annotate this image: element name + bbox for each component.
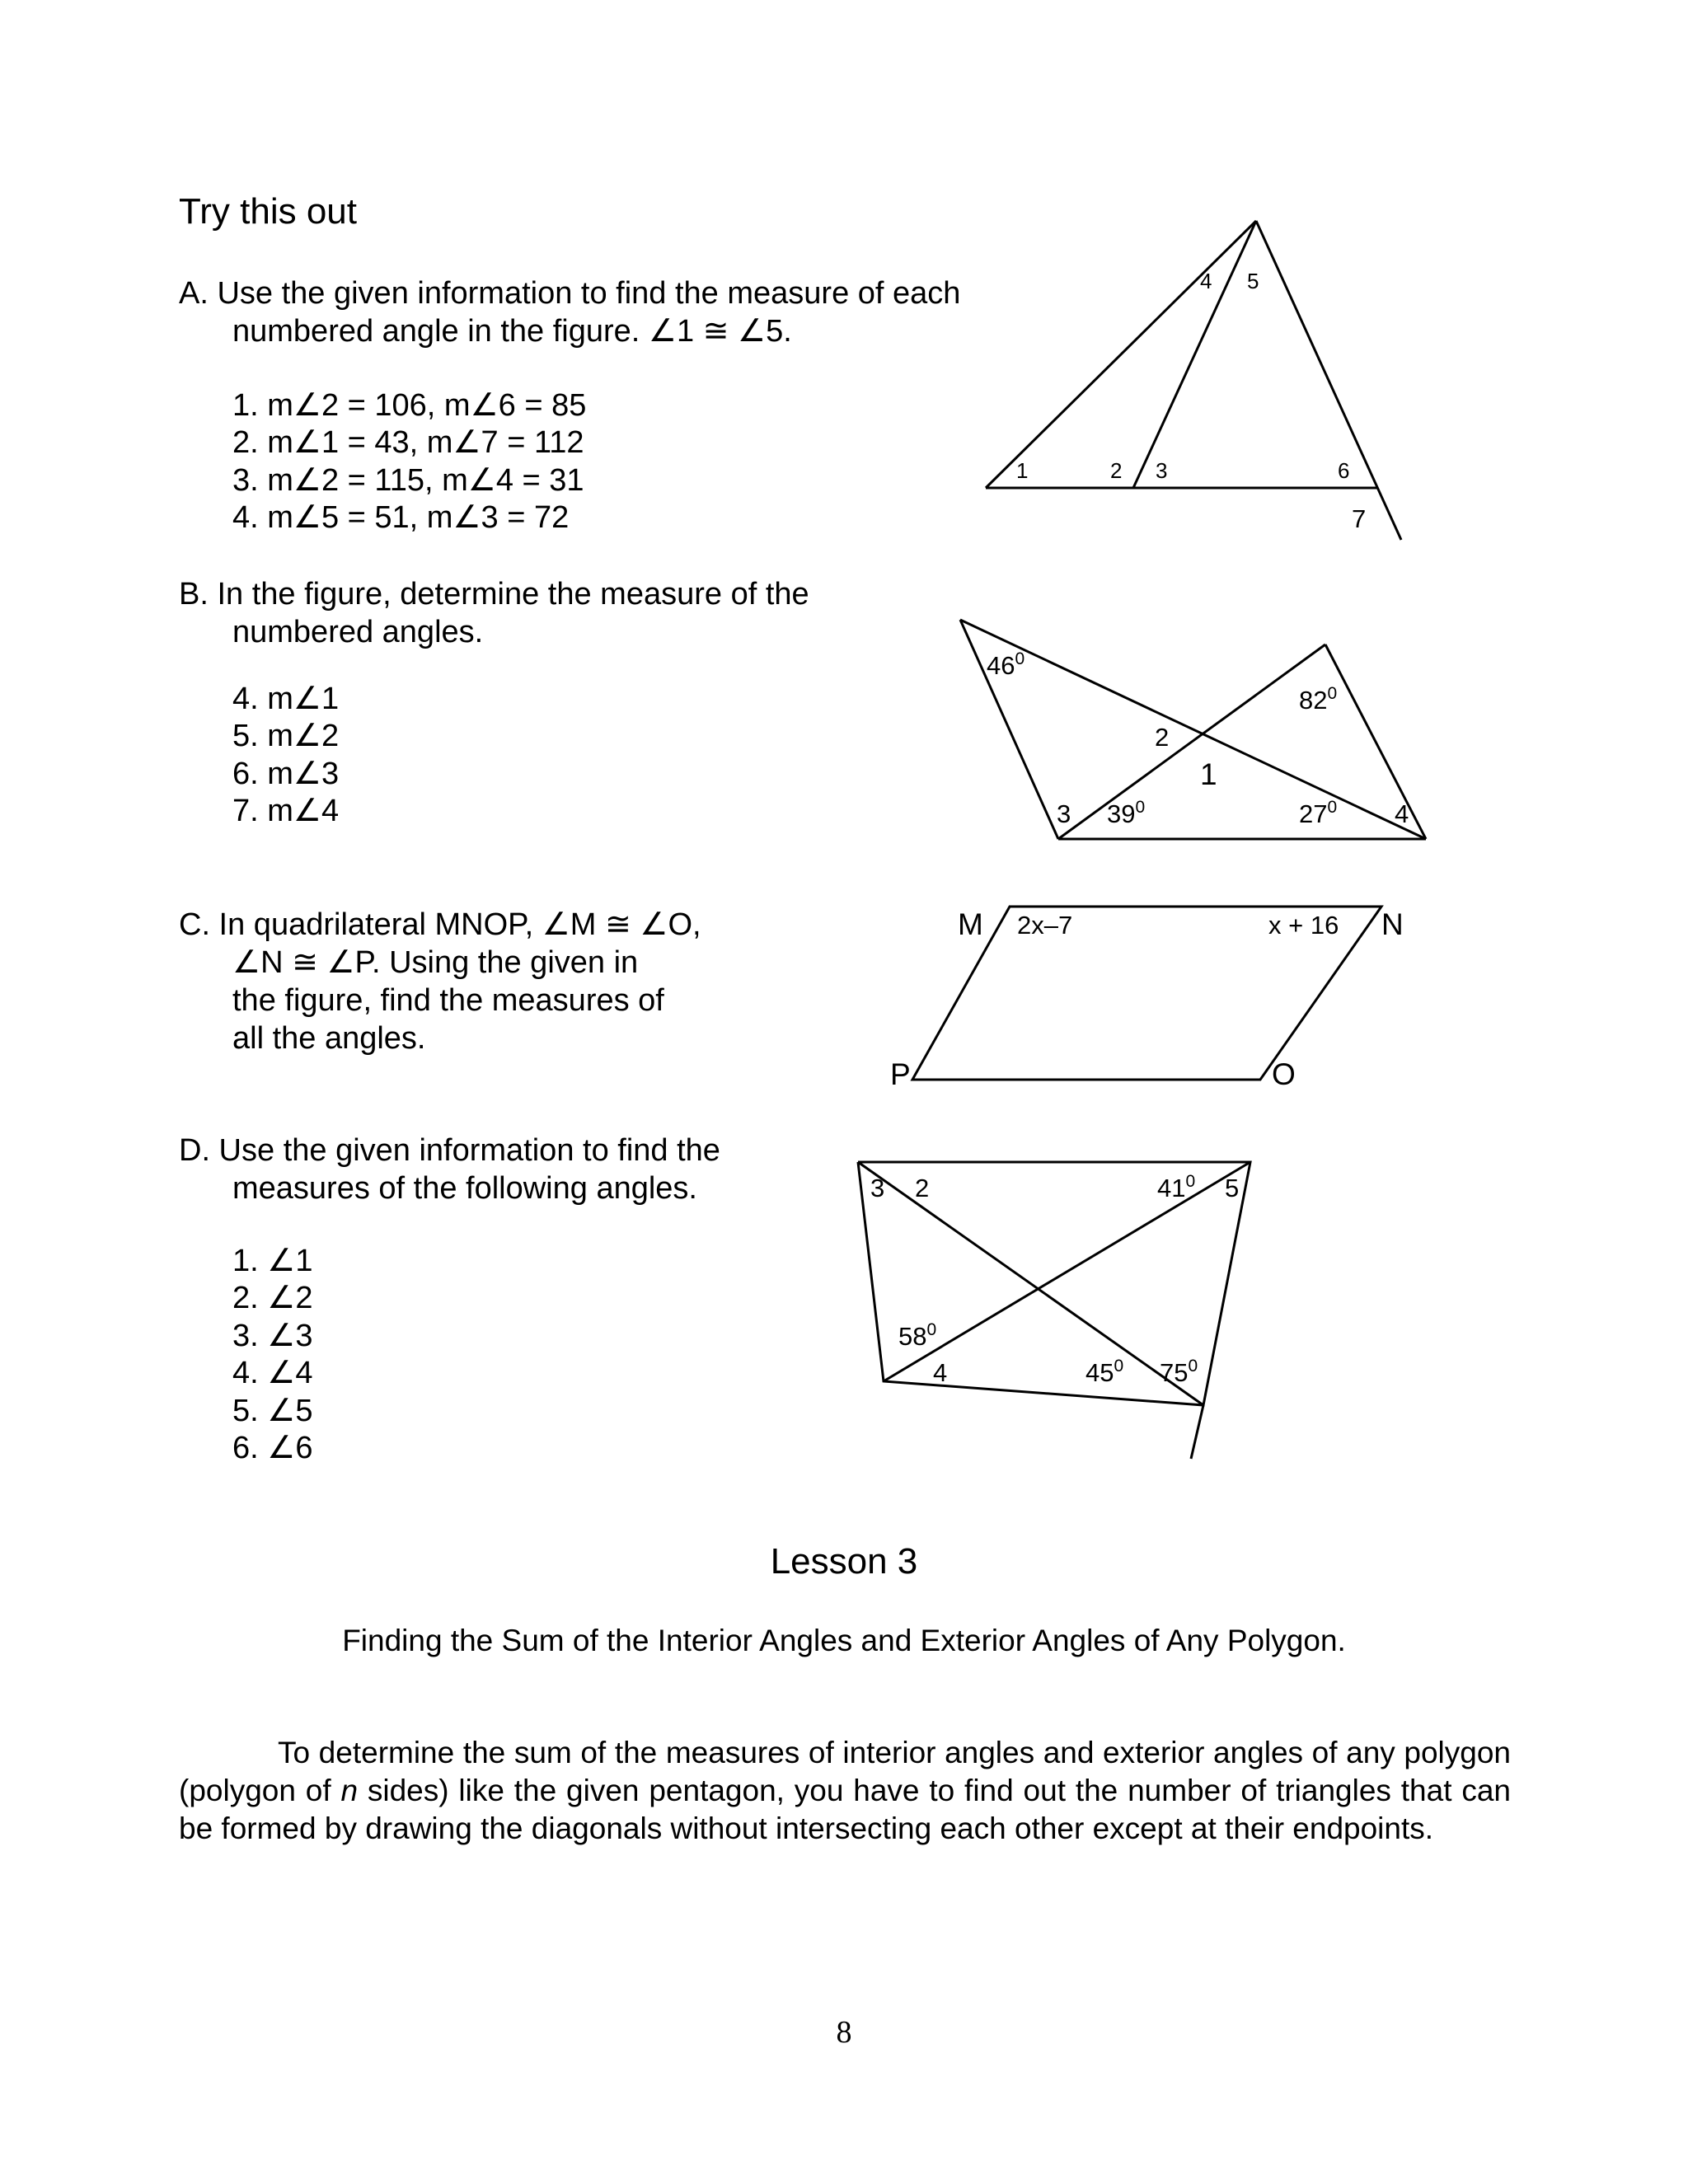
figure-d-label-5: 5: [1225, 1174, 1240, 1202]
figure-b-label-4: 4: [1395, 799, 1409, 828]
figure-b-diagonal-1: [960, 620, 1426, 839]
figure-b-label-1: 1: [1200, 757, 1217, 791]
figure-c-vertex-o: O: [1272, 1057, 1296, 1091]
section-c-line1: C. In quadrilateral MNOP, ∠M ≅ ∠O,: [179, 907, 701, 942]
section-b-line1: B. In the figure, determine the measure of the: [179, 577, 809, 612]
figure-d-label-45: [1085, 1357, 1123, 1387]
figure-d-diagonal-2: [884, 1162, 1250, 1381]
list-item: 3. ∠3: [232, 1319, 313, 1353]
section-c-line3: the figure, find the measures of: [232, 983, 664, 1018]
figure-d-value-58: 58: [898, 1322, 927, 1351]
figure-b-right-side: [1325, 644, 1426, 839]
paragraph-italic-n: n: [340, 1774, 359, 1807]
figure-c-vertex-n: N: [1381, 907, 1404, 941]
figure-a-label-4: 4: [1200, 269, 1212, 293]
figure-d-label-58: [898, 1320, 936, 1351]
figure-d-label-75: [1160, 1357, 1198, 1387]
figure-b-label-39: [1107, 798, 1145, 828]
list-item: 4. m∠5 = 51, m∠3 = 72: [232, 500, 570, 535]
figure-b-value-27: 27: [1299, 799, 1328, 828]
paragraph-text-start: To determine the sum of the measures of interior angles and exterior angles of any polygon (polygon of: [179, 1736, 1511, 1807]
figure-d-quadrilateral: [858, 1162, 1250, 1459]
figure-b-diagonal-2: [1058, 644, 1328, 839]
figure-a-label-1: 1: [1016, 458, 1029, 483]
figure-b-label-3: 3: [1057, 799, 1071, 828]
degree-mark: 0: [1185, 1172, 1196, 1191]
section-c-line2: ∠N ≅ ∠P. Using the given in: [232, 945, 639, 980]
list-item: 6. ∠6: [232, 1431, 313, 1465]
figure-a-left-side: [986, 221, 1256, 488]
figure-b-label-82: [1299, 684, 1337, 715]
list-item: 1. ∠1: [232, 1244, 313, 1278]
degree-mark: 0: [1327, 684, 1338, 703]
degree-mark: 0: [1015, 649, 1025, 668]
figure-a-label-7: 7: [1352, 504, 1367, 533]
list-item: 4. ∠4: [232, 1356, 313, 1390]
figure-d-value-41: 41: [1157, 1174, 1186, 1202]
list-item: 7. m∠4: [232, 794, 340, 828]
list-item: 6. m∠3: [232, 757, 340, 791]
degree-mark: 0: [926, 1320, 937, 1339]
section-a-line2: numbered angle in the figure. ∠1 ≅ ∠5.: [232, 314, 792, 349]
figure-b-crossed-triangles: [960, 620, 1426, 839]
list-item: 2. ∠2: [232, 1281, 313, 1315]
list-item: 2. m∠1 = 43, m∠7 = 112: [232, 425, 584, 460]
figure-a-triangle: [986, 221, 1401, 540]
list-item: 5. m∠2: [232, 719, 340, 753]
section-d-line2: measures of the following angles.: [232, 1171, 697, 1206]
degree-mark: 0: [1327, 798, 1338, 817]
section-b-line2: numbered angles.: [232, 615, 484, 649]
figure-d-label-2: 2: [915, 1174, 930, 1202]
figure-a-cevian: [1133, 221, 1256, 488]
figure-a-label-2: 2: [1110, 458, 1123, 483]
list-item: 5. ∠5: [232, 1394, 313, 1428]
figure-b-label-46: [987, 649, 1025, 680]
figure-d-value-75: 75: [1160, 1358, 1189, 1387]
degree-mark: 0: [1114, 1357, 1124, 1376]
section-heading: Try this out: [179, 191, 357, 232]
lesson-paragraph: [179, 1734, 1511, 1848]
figure-b-value-46: 46: [987, 651, 1015, 680]
figure-d-diagonal-1: [858, 1162, 1203, 1405]
lesson-title: Lesson 3: [770, 1541, 918, 1582]
figure-a-label-3: 3: [1156, 458, 1168, 483]
degree-mark: 0: [1188, 1357, 1198, 1376]
figure-a-label-6: 6: [1338, 458, 1350, 483]
section-a-line1: A. Use the given information to find the measure of each: [179, 276, 961, 311]
section-c-line4: all the angles.: [232, 1021, 426, 1056]
figure-d-extension: [1191, 1405, 1203, 1459]
figure-c-angle-m-expression: 2x–7: [1017, 911, 1073, 940]
figure-b-value-39: 39: [1107, 799, 1136, 828]
figure-c-parallelogram: [890, 907, 1404, 1091]
figure-b-label-2: 2: [1155, 723, 1170, 752]
figure-a-right-side: [1256, 221, 1401, 540]
paragraph-text-end: sides) like the given pentagon, you have to find out the number of triangles that can be formed by drawing the diagonals without intersecting each other except at their endpoints.: [179, 1774, 1511, 1845]
figure-d-value-45: 45: [1085, 1358, 1114, 1387]
list-item: 1. m∠2 = 106, m∠6 = 85: [232, 388, 587, 423]
section-d-line1: D. Use the given information to find the: [179, 1133, 720, 1168]
list-item: 4. m∠1: [232, 682, 340, 716]
page-number: 8: [836, 2015, 852, 2050]
degree-mark: 0: [1135, 798, 1146, 817]
figure-b-value-82: 82: [1299, 686, 1328, 715]
lesson-subtitle: Finding the Sum of the Interior Angles and Exterior Angles of Any Polygon.: [342, 1624, 1346, 1657]
figure-c-vertex-p: P: [890, 1057, 911, 1091]
figure-d-label-3: 3: [870, 1174, 885, 1202]
figure-a-label-5: 5: [1247, 269, 1259, 293]
figure-b-label-27: [1299, 798, 1337, 828]
figure-c-angle-n-expression: x + 16: [1268, 911, 1339, 940]
figure-c-vertex-m: M: [958, 907, 983, 941]
figure-d-label-4: 4: [933, 1358, 948, 1387]
list-item: 3. m∠2 = 115, m∠4 = 31: [232, 463, 584, 498]
